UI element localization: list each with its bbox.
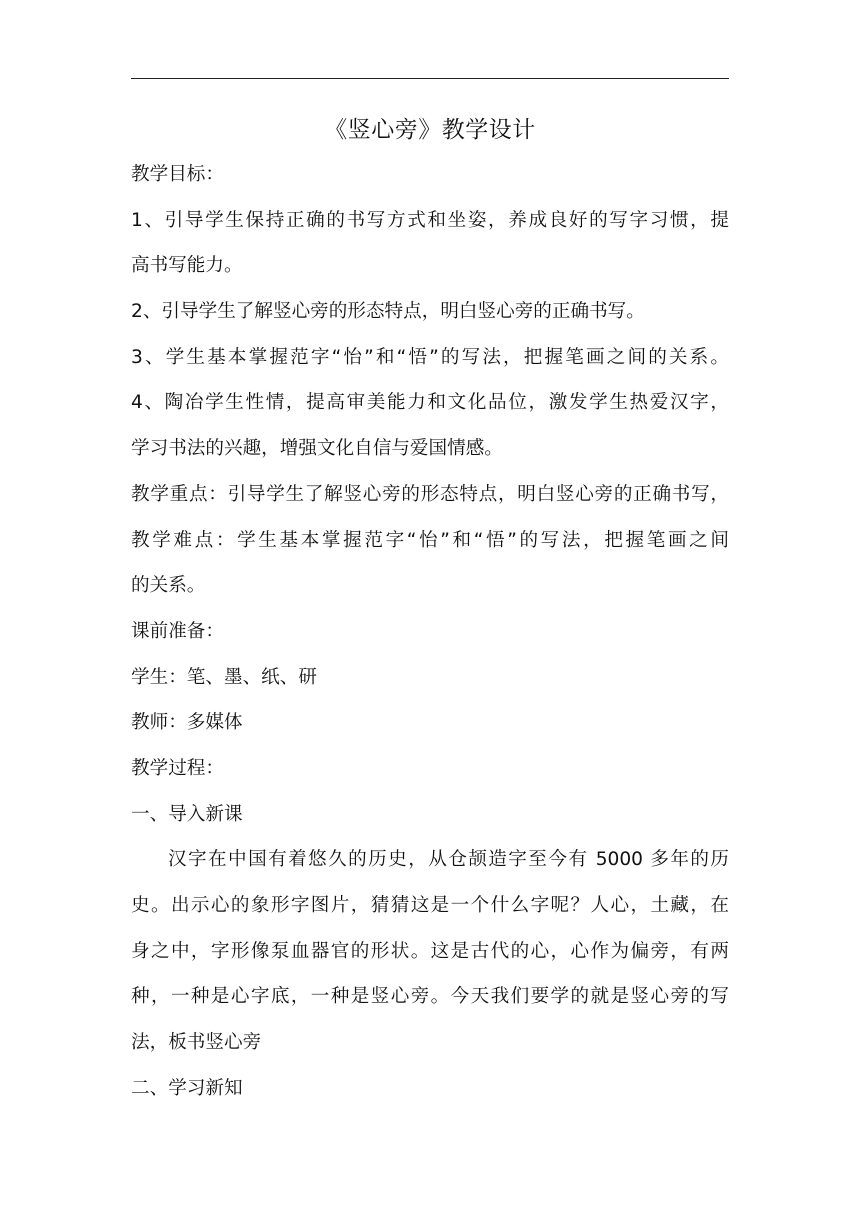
text-line: 的关系。 xyxy=(131,575,206,597)
text-line: 4、陶冶学生性情，提高审美能力和文化品位，激发学生热爱汉字， xyxy=(131,392,729,414)
text-line: 一、导入新课 xyxy=(131,803,243,825)
document-body xyxy=(131,152,729,1111)
text-line: 法，板书竖心旁 xyxy=(131,1032,262,1054)
text-line: 教学难点：学生基本掌握范字“怡”和“悟”的写法，把握笔画之间 xyxy=(131,529,729,551)
text-line: 学习书法的兴趣，增强文化自信与爱国情感。 xyxy=(131,438,503,460)
text-line: 课前准备： xyxy=(131,620,224,642)
text-line: 教学过程： xyxy=(131,757,224,779)
text-line: 教学重点：引导学生了解竖心旁的形态特点，明白竖心旁的正确书写， xyxy=(131,483,729,505)
text-line: 种，一种是心字底，一种是竖心旁。今天我们要学的就是竖心旁的写 xyxy=(131,986,729,1008)
text-line: 1、引导学生保持正确的书写方式和坐姿，养成良好的写字习惯，提 xyxy=(131,209,729,231)
document-title: 《竖心旁》教学设计 xyxy=(324,117,536,143)
text-line: 教师：多媒体 xyxy=(131,712,243,734)
text-line: 学生：笔、墨、纸、研 xyxy=(131,666,317,688)
text-line: 高书写能力。 xyxy=(131,255,243,277)
text-line: 2、引导学生了解竖心旁的形态特点，明白竖心旁的正确书写。 xyxy=(131,301,645,323)
text-line: 身之中，字形像泵血器官的形状。这是古代的心，心作为偏旁，有两 xyxy=(131,940,729,962)
text-line: 汉字在中国有着悠久的历史，从仓颉造字至今有 5000 多年的历 xyxy=(168,849,729,871)
header-rule xyxy=(131,78,729,79)
text-line: 史。出示心的象形字图片，猜猜这是一个什么字呢？人心，土藏，在 xyxy=(131,895,729,916)
text-line: 3、学生基本掌握范字“怡”和“悟”的写法，把握笔画之间的关系。 xyxy=(131,346,729,368)
text-line: 教学目标： xyxy=(131,164,224,185)
text-line: 二、学习新知 xyxy=(131,1077,243,1099)
